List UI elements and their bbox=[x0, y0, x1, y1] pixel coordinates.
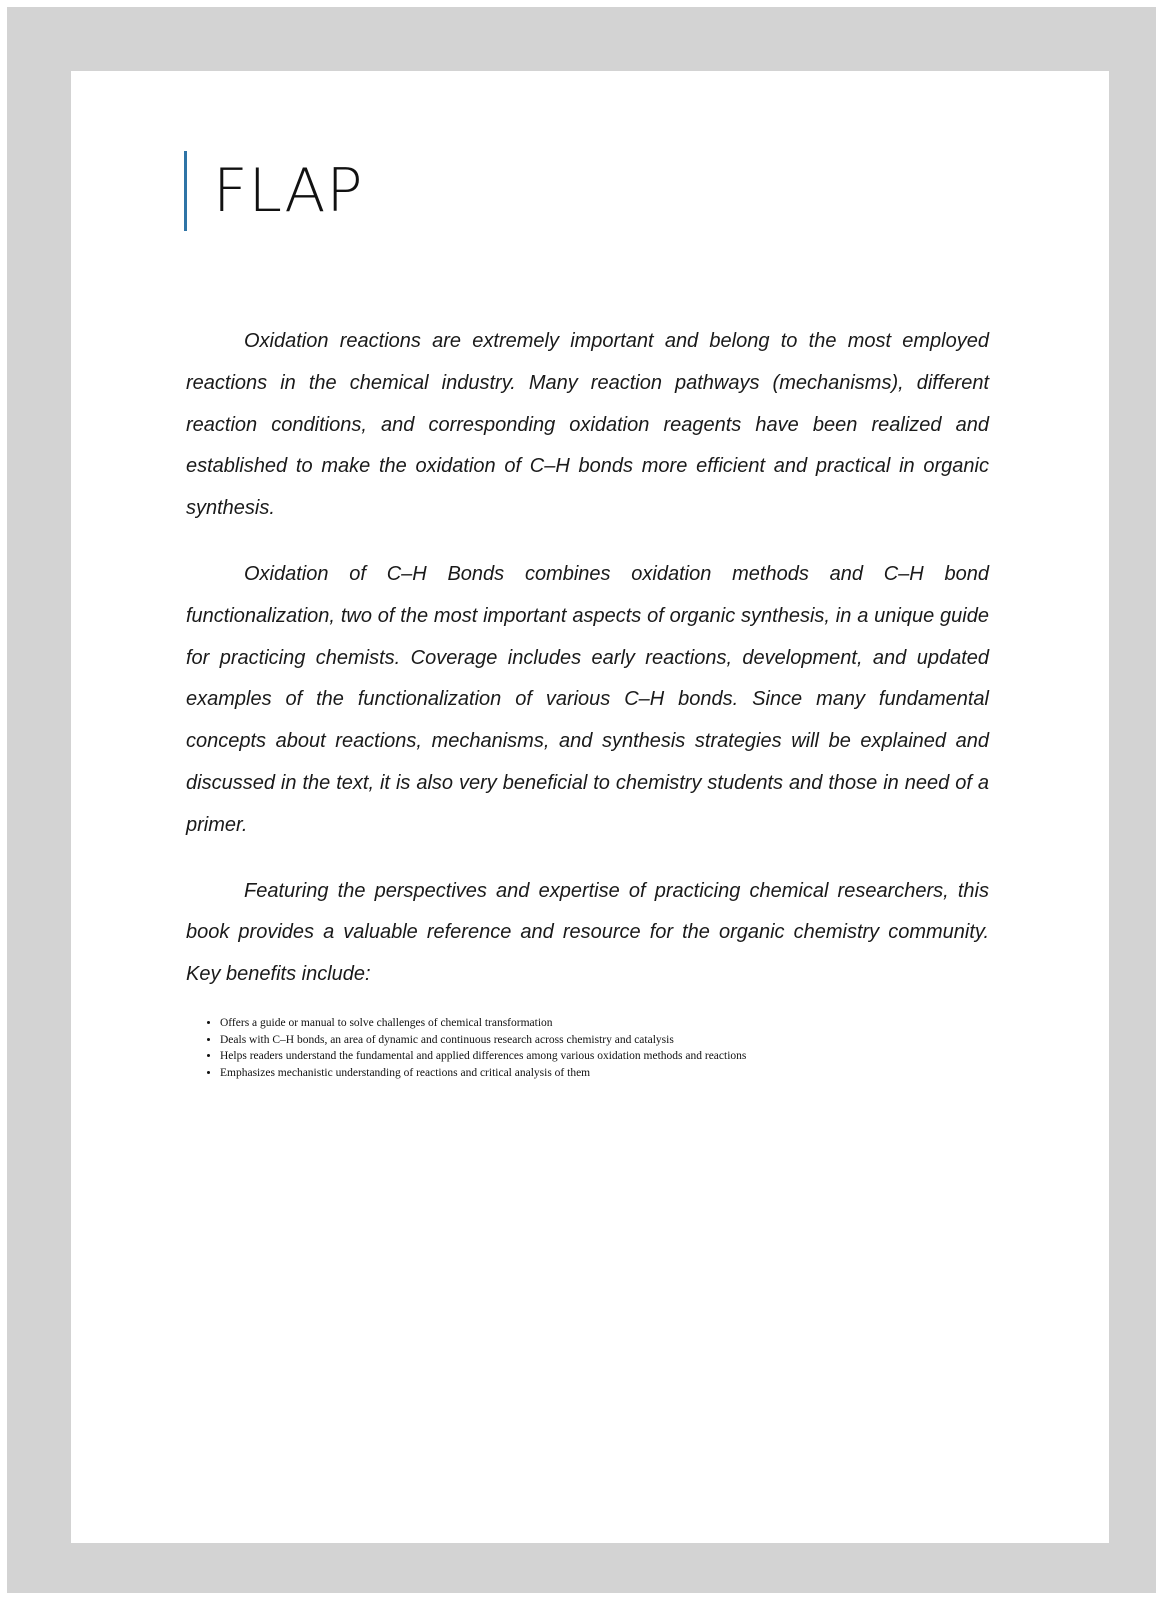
list-item: • Offers a guide or manual to solve challenges of chemical transformation bbox=[220, 1015, 1023, 1032]
list-item: • Deals with C–H bonds, an area of dynamic and continuous research across chemistry and catalysis bbox=[220, 1032, 1023, 1049]
paragraph-intro: Oxidation reactions are extremely important and belong to the most employed reactions in the chemical industry. Many reaction pathways (mechanisms), different reaction conditions, and corresponding oxidation reagents have been realized and established to make the oxidation of C–H bonds more efficient and practical in organic synthesis. bbox=[186, 330, 989, 520]
list-item: • Helps readers understand the fundamental and applied differences among various oxidation methods and reactions bbox=[220, 1048, 1023, 1065]
list-item: • Emphasizes mechanistic understanding of reactions and critical analysis of them bbox=[220, 1065, 1023, 1082]
page-title: FLAP bbox=[213, 156, 364, 226]
flap-body bbox=[186, 321, 989, 1020]
title-accent-bar bbox=[184, 151, 364, 231]
paragraph-coverage: Oxidation of C–H Bonds combines oxidation methods and C–H bond functionalization, two of the most important aspects of organic synthesis, in a unique guide for practicing chemists. Coverage includes early reactions, development, and updated examples of the functionalization of various C–H bonds. Since many fundamental concepts about reactions, mechanisms, and synthesis strategies will be explained and discussed in the text, it is also very beneficial to chemistry students and those in need of a primer. bbox=[186, 562, 989, 836]
document-page bbox=[71, 71, 1109, 1543]
paragraph-benefits-intro: Featuring the perspectives and expertise of practicing chemical researchers, this book provides a valuable reference and resource for the organic chemistry community. Key benefits include: bbox=[186, 879, 989, 986]
page-frame bbox=[7, 7, 1156, 1593]
benefits-list bbox=[186, 1015, 1023, 1081]
